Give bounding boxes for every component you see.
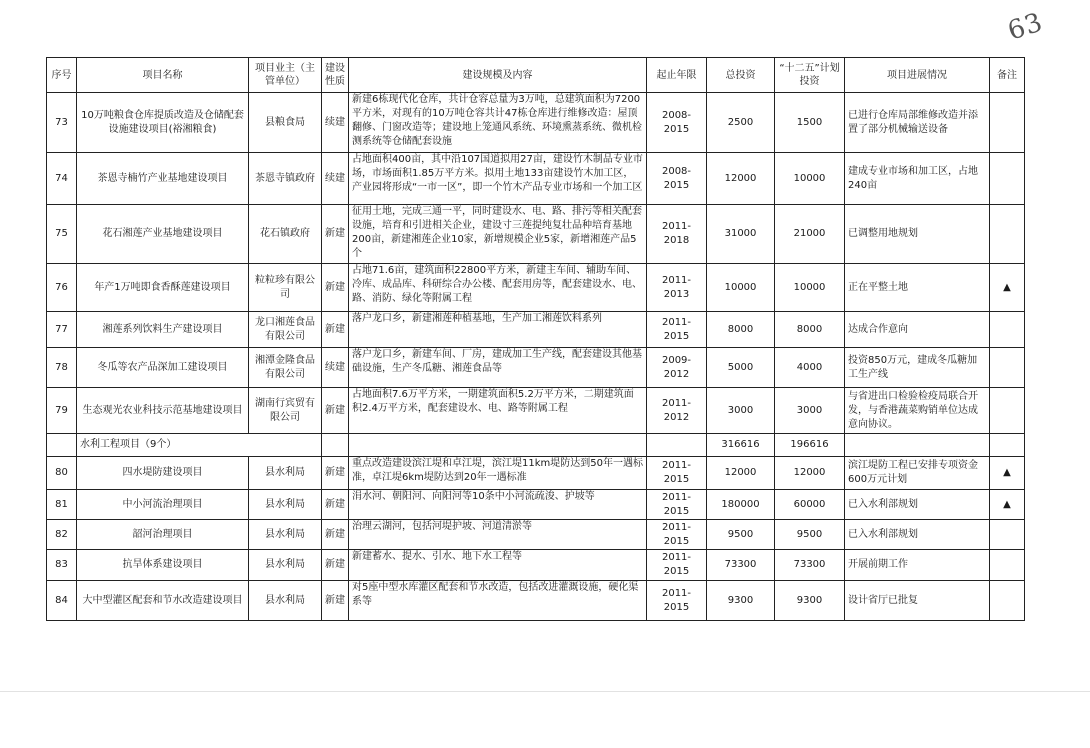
row-nature: 新建 bbox=[322, 520, 349, 550]
table-header-row bbox=[47, 58, 1025, 93]
row-plan: 10000 bbox=[775, 264, 845, 312]
row-owner: 县水利局 bbox=[249, 457, 322, 490]
row-name: 冬瓜等农产品深加工建设项目 bbox=[77, 348, 249, 388]
table-row bbox=[47, 205, 1025, 264]
row-plan: 3000 bbox=[775, 388, 845, 434]
row-total: 73300 bbox=[707, 550, 775, 581]
row-plan: 9500 bbox=[775, 520, 845, 550]
row-nature: 续建 bbox=[322, 93, 349, 153]
row-nature: 新建 bbox=[322, 388, 349, 434]
row-scope: 治理云湖河，包括河堤护坡、河道清淤等 bbox=[349, 520, 647, 550]
row-plan: 12000 bbox=[775, 457, 845, 490]
section-no bbox=[47, 434, 77, 457]
row-scope: 占地面积400亩，其中沿107国道拟用27亩，建设竹木制品专业市场，市场面积1.85万平方米。拟用土地133亩建设竹木加工区，产业园将形成“一市一区”，即一个竹木产品专业市场和一个加工区 bbox=[349, 153, 647, 205]
row-total: 3000 bbox=[707, 388, 775, 434]
row-progress: 已入水利部规划 bbox=[845, 520, 990, 550]
row-period: 2008-2015 bbox=[647, 153, 707, 205]
section-scope bbox=[349, 434, 647, 457]
row-name: 花石湘莲产业基地建设项目 bbox=[77, 205, 249, 264]
row-name: 中小河流治理项目 bbox=[77, 490, 249, 520]
row-progress: 开展前期工作 bbox=[845, 550, 990, 581]
row-nature: 续建 bbox=[322, 348, 349, 388]
row-no: 79 bbox=[47, 388, 77, 434]
row-plan: 9300 bbox=[775, 581, 845, 621]
row-nature: 新建 bbox=[322, 205, 349, 264]
row-progress: 达成合作意向 bbox=[845, 312, 990, 348]
row-no: 83 bbox=[47, 550, 77, 581]
row-progress: 正在平整土地 bbox=[845, 264, 990, 312]
row-name: 茶恩寺楠竹产业基地建设项目 bbox=[77, 153, 249, 205]
triangle-marker-icon: ▲ bbox=[990, 264, 1025, 312]
row-period: 2011-2015 bbox=[647, 490, 707, 520]
table-row bbox=[47, 550, 1025, 581]
section-plan: 196616 bbox=[775, 434, 845, 457]
row-total: 9500 bbox=[707, 520, 775, 550]
row-name: 年产1万吨即食香酥莲建设项目 bbox=[77, 264, 249, 312]
row-total: 5000 bbox=[707, 348, 775, 388]
row-period: 2011-2015 bbox=[647, 550, 707, 581]
row-nature: 新建 bbox=[322, 312, 349, 348]
row-progress: 已入水利部规划 bbox=[845, 490, 990, 520]
row-total: 12000 bbox=[707, 153, 775, 205]
row-note bbox=[990, 520, 1025, 550]
section-period bbox=[647, 434, 707, 457]
row-name: 生态观光农业科技示范基地建设项目 bbox=[77, 388, 249, 434]
table-row bbox=[47, 388, 1025, 434]
row-total: 9300 bbox=[707, 581, 775, 621]
row-nature: 新建 bbox=[322, 457, 349, 490]
section-row-water bbox=[47, 434, 1025, 457]
header-owner: 项目业主（主管单位） bbox=[249, 58, 322, 93]
row-plan: 1500 bbox=[775, 93, 845, 153]
row-owner: 粒粒珍有限公司 bbox=[249, 264, 322, 312]
row-progress: 滨江堤防工程已安排专项资金600万元计划 bbox=[845, 457, 990, 490]
row-name: 10万吨粮食仓库提质改造及仓储配套设施建设项目(裕湘粮食) bbox=[77, 93, 249, 153]
row-progress: 投资850万元，建成冬瓜糖加工生产线 bbox=[845, 348, 990, 388]
section-note bbox=[990, 434, 1025, 457]
row-scope: 占地面积7.6万平方米，一期建筑面积5.2万平方米，二期建筑面积2.4万平方米，配套建设水、电、路等附属工程 bbox=[349, 388, 647, 434]
header-no: 序号 bbox=[47, 58, 77, 93]
row-plan: 60000 bbox=[775, 490, 845, 520]
row-note bbox=[990, 312, 1025, 348]
table-row bbox=[47, 457, 1025, 490]
table-row bbox=[47, 264, 1025, 312]
row-nature: 新建 bbox=[322, 550, 349, 581]
row-progress: 与省进出口检验检疫局联合开发，与香港蔬菜购销单位达成意向协议。 bbox=[845, 388, 990, 434]
row-name: 大中型灌区配套和节水改造建设项目 bbox=[77, 581, 249, 621]
header-total: 总投资 bbox=[707, 58, 775, 93]
row-no: 76 bbox=[47, 264, 77, 312]
row-no: 80 bbox=[47, 457, 77, 490]
row-name: 抗旱体系建设项目 bbox=[77, 550, 249, 581]
row-note bbox=[990, 581, 1025, 621]
row-plan: 21000 bbox=[775, 205, 845, 264]
table-row bbox=[47, 520, 1025, 550]
row-period: 2011-2015 bbox=[647, 520, 707, 550]
row-progress: 设计省厅已批复 bbox=[845, 581, 990, 621]
row-period: 2011-2015 bbox=[647, 312, 707, 348]
row-note bbox=[990, 153, 1025, 205]
row-owner: 县水利局 bbox=[249, 520, 322, 550]
project-table bbox=[46, 57, 1025, 621]
row-no: 84 bbox=[47, 581, 77, 621]
row-no: 75 bbox=[47, 205, 77, 264]
row-nature: 新建 bbox=[322, 264, 349, 312]
header-progress: 项目进展情况 bbox=[845, 58, 990, 93]
row-plan: 10000 bbox=[775, 153, 845, 205]
row-scope: 重点改造建设滨江堤和卓江堤，滨江堤11km堤防达到50年一遇标准，卓江堤6km堤防达到20年一遇标准 bbox=[349, 457, 647, 490]
row-owner: 湘潭金隆食品有限公司 bbox=[249, 348, 322, 388]
scan-edge-line bbox=[0, 691, 1090, 692]
header-note: 备注 bbox=[990, 58, 1025, 93]
row-period: 2011-2012 bbox=[647, 388, 707, 434]
row-period: 2011-2015 bbox=[647, 581, 707, 621]
row-owner: 县水利局 bbox=[249, 550, 322, 581]
row-no: 82 bbox=[47, 520, 77, 550]
row-nature: 新建 bbox=[322, 581, 349, 621]
row-plan: 8000 bbox=[775, 312, 845, 348]
row-scope: 占地71.6亩，建筑面积22800平方米，新建主车间、辅助车间、冷库、成品库、科研综合办公楼、配套用房等，配套建设水、电、路、消防、绿化等附属工程 bbox=[349, 264, 647, 312]
row-note bbox=[990, 388, 1025, 434]
table-row bbox=[47, 153, 1025, 205]
row-scope: 征用土地，完成三通一平，同时建设水、电、路、排污等相关配套设施，培育和引进相关企业，建设寸三莲提纯复壮品种培育基地200亩，新建湘莲企业10家，新增规模企业5家，新增湘莲产品5个 bbox=[349, 205, 647, 264]
row-owner: 湖南行宾贸有限公司 bbox=[249, 388, 322, 434]
row-owner: 花石镇政府 bbox=[249, 205, 322, 264]
triangle-marker-icon: ▲ bbox=[990, 457, 1025, 490]
row-scope: 涓水河、朝阳河、向阳河等10条中小河流疏浚、护坡等 bbox=[349, 490, 647, 520]
row-plan: 4000 bbox=[775, 348, 845, 388]
row-total: 31000 bbox=[707, 205, 775, 264]
triangle-marker-icon: ▲ bbox=[990, 490, 1025, 520]
row-no: 81 bbox=[47, 490, 77, 520]
row-period: 2011-2015 bbox=[647, 457, 707, 490]
row-scope: 新建蓄水、提水、引水、地下水工程等 bbox=[349, 550, 647, 581]
section-nature bbox=[322, 434, 349, 457]
row-scope: 落户龙口乡，新建车间、厂房，建成加工生产线，配套建设其他基础设施，生产冬瓜糖、湘莲食品等 bbox=[349, 348, 647, 388]
row-no: 74 bbox=[47, 153, 77, 205]
row-total: 8000 bbox=[707, 312, 775, 348]
row-progress: 建成专业市场和加工区，占地240亩 bbox=[845, 153, 990, 205]
row-plan: 73300 bbox=[775, 550, 845, 581]
row-total: 2500 bbox=[707, 93, 775, 153]
header-plan: “十二五”计划投资 bbox=[775, 58, 845, 93]
row-owner: 县水利局 bbox=[249, 490, 322, 520]
row-no: 73 bbox=[47, 93, 77, 153]
row-total: 180000 bbox=[707, 490, 775, 520]
row-note bbox=[990, 348, 1025, 388]
row-no: 77 bbox=[47, 312, 77, 348]
row-progress: 已进行仓库局部维修改造并添置了部分机械输送设备 bbox=[845, 93, 990, 153]
table-row bbox=[47, 490, 1025, 520]
row-scope: 新建6栋现代化仓库，共计仓容总量为3万吨，总建筑面积为7200平方米，对现有的10万吨仓容共计47栋仓库进行维修改造：屋顶翻修、门窗改造等；建设地上笼通风系统、环境熏蒸系统、微机检测系统等仓储配套设施 bbox=[349, 93, 647, 153]
row-scope: 对5座中型水库灌区配套和节水改造，包括改进灌溉设施，硬化渠系等 bbox=[349, 581, 647, 621]
table-row bbox=[47, 93, 1025, 153]
header-period: 起止年限 bbox=[647, 58, 707, 93]
section-total: 316616 bbox=[707, 434, 775, 457]
row-name: 四水堤防建设项目 bbox=[77, 457, 249, 490]
header-scope: 建设规模及内容 bbox=[349, 58, 647, 93]
row-owner: 县粮食局 bbox=[249, 93, 322, 153]
row-total: 10000 bbox=[707, 264, 775, 312]
header-name: 项目名称 bbox=[77, 58, 249, 93]
row-owner: 县水利局 bbox=[249, 581, 322, 621]
row-note bbox=[990, 205, 1025, 264]
row-name: 韶河治理项目 bbox=[77, 520, 249, 550]
row-nature: 新建 bbox=[322, 490, 349, 520]
table-row bbox=[47, 348, 1025, 388]
row-name: 湘莲系列饮料生产建设项目 bbox=[77, 312, 249, 348]
table-row bbox=[47, 312, 1025, 348]
row-note bbox=[990, 93, 1025, 153]
row-progress: 已调整用地规划 bbox=[845, 205, 990, 264]
row-scope: 落户龙口乡，新建湘莲种植基地，生产加工湘莲饮料系列 bbox=[349, 312, 647, 348]
row-period: 2009-2012 bbox=[647, 348, 707, 388]
row-no: 78 bbox=[47, 348, 77, 388]
section-title: 水利工程项目（9个） bbox=[77, 434, 322, 457]
row-note bbox=[990, 550, 1025, 581]
row-owner: 茶恩寺镇政府 bbox=[249, 153, 322, 205]
row-period: 2011-2018 bbox=[647, 205, 707, 264]
row-total: 12000 bbox=[707, 457, 775, 490]
section-progress bbox=[845, 434, 990, 457]
page-number-mark: 63 bbox=[1004, 7, 1047, 47]
header-nature: 建设性质 bbox=[322, 58, 349, 93]
row-owner: 龙口湘莲食品有限公司 bbox=[249, 312, 322, 348]
row-nature: 续建 bbox=[322, 153, 349, 205]
table-row bbox=[47, 581, 1025, 621]
row-period: 2011-2013 bbox=[647, 264, 707, 312]
row-period: 2008-2015 bbox=[647, 93, 707, 153]
